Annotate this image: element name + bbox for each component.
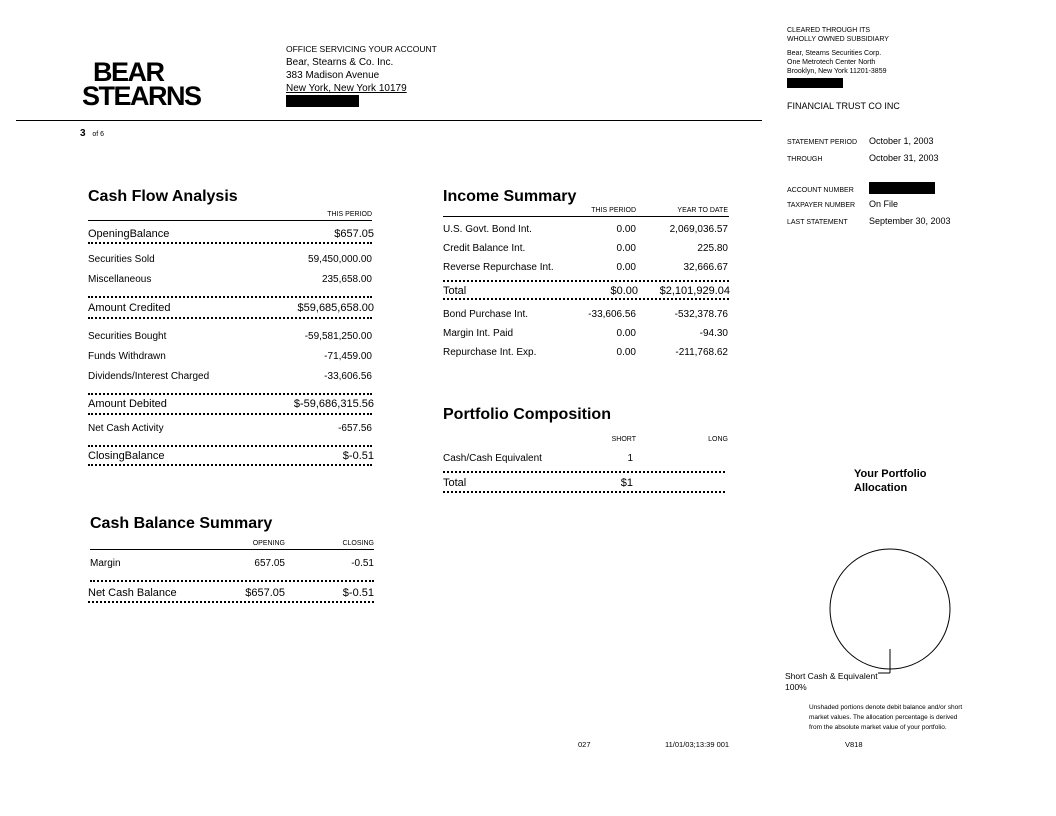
margin-closing: -0.51 <box>351 558 374 569</box>
divider <box>88 242 372 244</box>
office-street: 383 Madison Avenue <box>286 70 380 81</box>
statement-period-label: STATEMENT PERIOD <box>787 139 858 146</box>
clearing-addr-2: Brooklyn, New York 11201-3859 <box>787 68 887 75</box>
portfolio-title: Portfolio Composition <box>443 406 611 423</box>
net-cash-activity-label: Net Cash Activity <box>88 423 164 434</box>
income-row-label: Margin Int. Paid <box>443 328 514 339</box>
cash-flow-rule <box>88 220 372 221</box>
net-cash-balance-closing: $-0.51 <box>342 587 374 599</box>
income-rule <box>443 216 729 217</box>
divider <box>88 393 372 395</box>
allocation-legend <box>785 671 878 693</box>
logo-line-2: STEARNS <box>82 81 201 111</box>
allocation-note-2: market values. The allocation percentage is derived <box>809 714 958 721</box>
allocation-pie-chart <box>826 545 956 680</box>
redacted-account-number <box>869 182 935 194</box>
income-row-label: Repurchase Int. Exp. <box>443 347 537 358</box>
page-number <box>80 128 104 139</box>
cash-flow-col-header: THIS PERIOD <box>327 211 372 218</box>
allocation-title <box>854 467 927 495</box>
page-current: 3 <box>80 128 86 139</box>
office-name: Bear, Stearns & Co. Inc. <box>286 57 394 68</box>
cash-balance-rule <box>90 549 374 550</box>
divider <box>90 580 374 582</box>
amount-credited-label: Amount Credited <box>88 302 171 314</box>
opening-balance-label: OpeningBalance <box>88 228 170 240</box>
divider <box>88 317 372 319</box>
footer-code-2: V818 <box>845 740 863 749</box>
clearing-line-1: CLEARED THROUGH ITS <box>787 27 871 34</box>
statement-period-value: October 1, 2003 <box>869 136 934 146</box>
divider <box>88 296 372 298</box>
clearing-block <box>787 26 889 91</box>
divider <box>88 445 372 447</box>
margin-opening: 657.05 <box>254 558 285 569</box>
misc-value: 235,658.00 <box>321 274 372 285</box>
divider <box>443 280 729 282</box>
clearing-corp: Bear, Stearns Securities Corp. <box>787 50 882 57</box>
income-row-period: 0.00 <box>616 224 636 235</box>
cash-balance-col-closing: CLOSING <box>342 540 374 547</box>
income-total-ytd: $2,101,929.04 <box>659 285 730 297</box>
account-number-label: ACCOUNT NUMBER <box>787 187 854 194</box>
funds-withdrawn-value: -71,459.00 <box>324 351 372 362</box>
income-row-label: Reverse Repurchase Int. <box>443 262 554 273</box>
dividends-value: -33,606.56 <box>324 371 372 382</box>
divider <box>88 464 372 466</box>
income-row-label: U.S. Govt. Bond Int. <box>443 224 532 235</box>
securities-sold-label: Securities Sold <box>88 254 155 265</box>
taxpayer-value: On File <box>869 199 899 209</box>
net-cash-balance-opening: $657.05 <box>245 587 285 599</box>
income-row-ytd: 2,069,036.57 <box>669 224 728 235</box>
taxpayer-label: TAXPAYER NUMBER <box>787 202 856 209</box>
net-cash-balance-label: Net Cash Balance <box>88 587 177 599</box>
opening-balance-value: $657.05 <box>334 228 374 240</box>
portfolio-col-short: SHORT <box>611 436 636 443</box>
net-cash-activity-value: -657.56 <box>338 423 372 434</box>
through-value: October 31, 2003 <box>869 153 939 163</box>
income-col-ytd: YEAR TO DATE <box>677 207 728 214</box>
dividends-label: Dividends/Interest Charged <box>88 371 210 382</box>
income-summary-title: Income Summary <box>443 188 577 205</box>
divider <box>443 471 725 473</box>
securities-sold-value: 59,450,000.00 <box>308 254 372 265</box>
amount-credited-value: $59,685,658.00 <box>297 302 374 314</box>
income-row-ytd: -532,378.76 <box>674 309 728 320</box>
allocation-legend-pct: 100% <box>785 682 807 692</box>
portfolio-row-label: Cash/Cash Equivalent <box>443 453 542 464</box>
clearing-addr-1: One Metrotech Center North <box>787 59 876 66</box>
header-rule <box>16 120 762 121</box>
income-row-period: 0.00 <box>616 262 636 273</box>
allocation-note-1: Unshaded portions denote debit balance and/or short <box>809 704 963 711</box>
income-row-ytd: 225.80 <box>697 243 728 254</box>
last-statement-label: LAST STATEMENT <box>787 219 848 226</box>
redacted-block <box>286 95 359 107</box>
client-name: FINANCIAL TRUST CO INC <box>787 101 900 111</box>
redacted-block <box>787 78 843 88</box>
income-row-ytd: 32,666.67 <box>683 262 728 273</box>
closing-balance-label: ClosingBalance <box>88 450 165 462</box>
last-statement-value: September 30, 2003 <box>869 216 951 226</box>
cash-balance-title: Cash Balance Summary <box>90 515 273 532</box>
securities-bought-value: -59,581,250.00 <box>304 331 372 342</box>
portfolio-row-short: 1 <box>627 453 633 464</box>
income-row-period: -33,606.56 <box>588 309 636 320</box>
portfolio-col-long: LONG <box>708 436 728 443</box>
funds-withdrawn-label: Funds Withdrawn <box>88 351 166 362</box>
margin-label: Margin <box>90 558 121 569</box>
cash-balance-col-opening: OPENING <box>252 540 285 547</box>
income-total-period: $0.00 <box>610 285 638 297</box>
securities-bought-label: Securities Bought <box>88 331 167 342</box>
income-row-period: 0.00 <box>616 243 636 254</box>
bear-stearns-logo <box>82 57 201 111</box>
divider <box>88 413 372 415</box>
through-label: THROUGH <box>787 156 823 163</box>
portfolio-total-short: $1 <box>620 477 633 489</box>
income-row-label: Credit Balance Int. <box>443 243 526 254</box>
allocation-title-2: Allocation <box>854 482 908 494</box>
closing-balance-value: $-0.51 <box>342 450 374 462</box>
office-heading: OFFICE SERVICING YOUR ACCOUNT <box>286 44 437 54</box>
footer-timestamp: 11/01/03;13:39 001 <box>665 740 730 749</box>
income-row-period: 0.00 <box>616 328 636 339</box>
office-block <box>286 43 437 111</box>
portfolio-total-label: Total <box>443 477 467 489</box>
misc-label: Miscellaneous <box>88 274 152 285</box>
allocation-title-1: Your Portfolio <box>854 468 927 480</box>
income-row-ytd: -211,768.62 <box>675 347 728 358</box>
cash-flow-title: Cash Flow Analysis <box>88 188 238 205</box>
amount-debited-value: $-59,686,315.56 <box>293 398 374 410</box>
page-of: of 6 <box>92 131 105 138</box>
income-row-label: Bond Purchase Int. <box>443 309 529 320</box>
income-total-label: Total <box>443 285 467 297</box>
income-row-ytd: -94.30 <box>699 328 728 339</box>
footer-code-1: 027 <box>578 740 591 749</box>
allocation-note <box>809 703 962 733</box>
income-col-this-period: THIS PERIOD <box>591 207 636 214</box>
office-city: New York, New York 10179 <box>286 83 407 94</box>
allocation-note-3: from the absolute market value of your portfolio. <box>809 724 947 731</box>
income-row-period: 0.00 <box>616 347 636 358</box>
amount-debited-label: Amount Debited <box>88 398 167 410</box>
clearing-line-2: WHOLLY OWNED SUBSIDIARY <box>787 36 889 43</box>
divider <box>443 491 725 493</box>
divider <box>88 601 374 603</box>
logo-line-1: BEAR <box>93 57 164 87</box>
divider <box>443 298 729 300</box>
allocation-legend-label: Short Cash & Equivalent <box>785 671 878 681</box>
